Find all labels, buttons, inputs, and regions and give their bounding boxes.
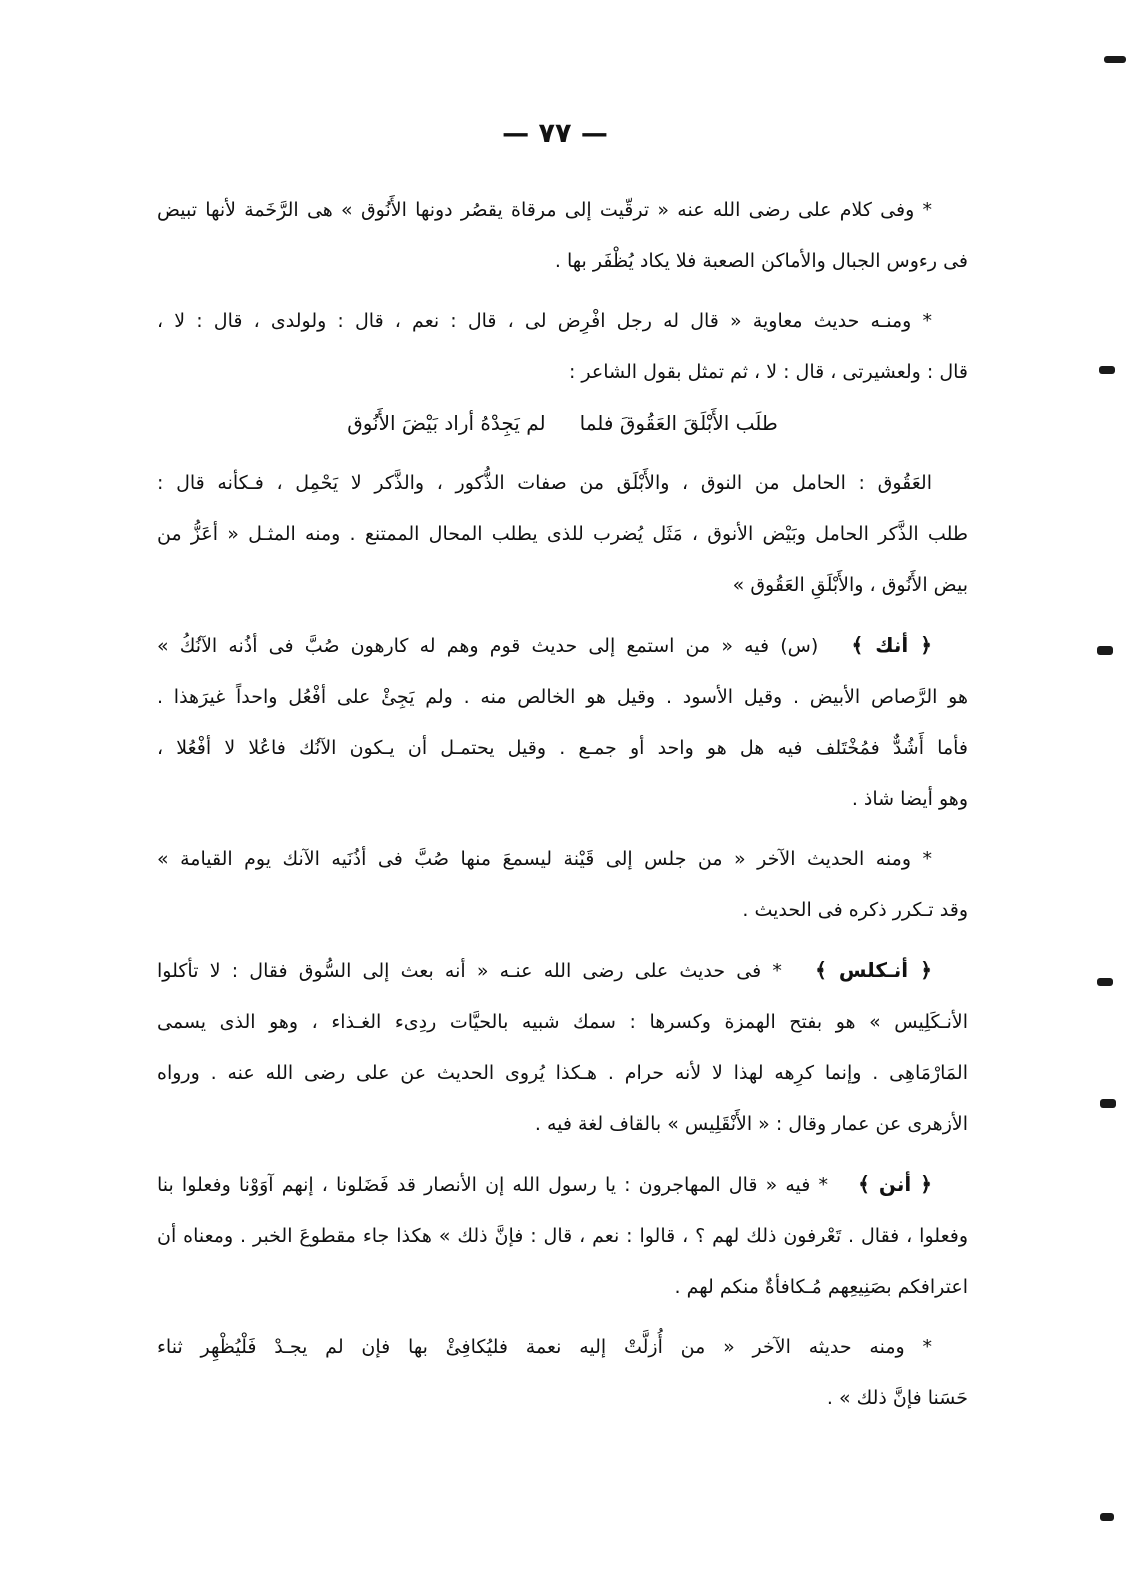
page-body [157, 185, 968, 1424]
text-line: * ومنه حديثه الآخر « من أُزلَّتْ إليه نعمة فليُكافِئْ بها فإن لم يجـدْ فَلْيُظْهِر ثناء [157, 1336, 932, 1358]
text-line: * ومنـه حديث معاوية « قال له رجل افْرِض لى ، قال : نعم ، قال : ولولدى ، قال : لا ، [157, 310, 932, 332]
text-line-content: (س) فيه « من استمع إلى حديث قوم وهم له كارهون صُبَّ فى أذُنه الآنُكُ » [157, 635, 819, 657]
text-line: طلب الذَّكر الحامل وبَيْض الأنوق ، مَثَل يُضرب للذى يطلب المحال الممتنع . ومنه المثـل « أعَزُّ من [157, 523, 968, 545]
scan-edge-mark [1099, 366, 1115, 374]
scan-edge-mark [1097, 978, 1113, 986]
text-line-content: * فى حديث على رضى الله عنـه « أنه بعث إلى السُّوق فقال : لا تأكلوا [157, 960, 782, 982]
text-line: هو الرَّصاص الأبيض . وقيل الأسود . وقيل هو الخالص منه . ولم يَجِئْ على أفْعُل واحداً غيرَهذا . [157, 686, 968, 708]
text-line: اعترافكم بصَنِيعِهم مُـكافأةٌ منكم لهم . [674, 1276, 968, 1298]
text-line [157, 1159, 968, 1211]
paragraph [157, 296, 968, 398]
paragraph [157, 458, 968, 611]
text-line: فأما أَشُدٌّ فمُخْتَلف فيه هل هو واحد أو جمـع . وقيل يحتمـل أن يـكون الآنُك فاعُلا لا أفْعُلا ، [157, 737, 968, 759]
text-line: بيض الأَنُوق ، والأَبْلَقِ العَقُوق » [732, 574, 968, 596]
text-line-content: * فيه « قال المهاجرون : يا رسول الله إن الأنصار قد فَضَلونا ، إنهم آوَوْنا وفعلوا بنا [157, 1174, 828, 1196]
text-line: وهو أيضا شاذ . [851, 788, 968, 810]
paragraph [157, 834, 968, 936]
verse-second-hemistich: لم يَجِدْهُ أراد بَيْضَ الأَنُوق [347, 411, 546, 435]
text-line: وقد تـكرر ذكره فى الحديث . [742, 899, 968, 921]
paragraph [157, 1322, 968, 1424]
scan-edge-mark [1097, 646, 1113, 655]
text-line: * ومنه الحديث الآخر « من جلس إلى قَيْنة ليسمعَ منها صُبَّ فى أذُنَيه الآنك يوم القيامة » [157, 848, 932, 870]
poetry-verse [157, 398, 968, 449]
text-line: فى رءوس الجبال والأماكن الصعبة فلا يكاد يُظْفَر بها . [554, 250, 968, 272]
entry-headword: ﴿ أنـكلس ﴾ [815, 958, 932, 982]
text-line [157, 945, 968, 997]
text-line: العَقُوق : الحامل من النوق ، والأَبْلَق من صفات الذُّكور ، والذَّكر لا يَحْمِل ، فـكأنه قال : [157, 472, 932, 494]
entry-headword: ﴿ أنك ﴾ [851, 633, 932, 657]
dictionary-entry [157, 1159, 968, 1313]
page-number: — ٧٧ — [502, 118, 608, 149]
scan-edge-mark [1100, 1099, 1116, 1108]
dictionary-entry [157, 620, 968, 825]
entry-headword: ﴿ أنن ﴾ [858, 1172, 932, 1196]
verse-line [157, 398, 968, 449]
text-line: حَسَنا فإنَّ ذلك » . [826, 1387, 968, 1409]
text-line [157, 620, 968, 672]
scan-edge-mark [1104, 56, 1126, 63]
dictionary-entry [157, 945, 968, 1150]
text-line: الأنـكَلِيس » هو بفتح الهمزة وكسرها : سمك شبيه بالحيَّات ردِىء الغـذاء ، وهو الذى يسمى [157, 1011, 968, 1033]
text-line: المَارْمَاهِى . وإنما كرِهه لهذا لا لأنه حرام . هـكذا يُروى الحديث عن على رضى الله عنه . ورواه [157, 1062, 968, 1084]
paragraph [157, 185, 968, 287]
text-line: قال : ولعشيرتى ، قال : لا ، ثم تمثل بقول الشاعر : [568, 361, 968, 383]
text-line: وفعلوا ، فقال . تَعْرفون ذلك لهم ؟ ، قالوا : نعم ، قال : فإنَّ ذلك » هكذا جاء مقطوعَ الخبر . ومعناه أن [157, 1225, 968, 1247]
text-line: * وفى كلام على رضى الله عنه « ترقّيت إلى مرقاة يقصُر دونها الأَنُوق » هى الرَّخَمة لأنها تبيض [157, 199, 932, 221]
text-line: الأزهرى عن عمار وقال : « الأَنْقَلِيس » بالقاف لغة فيه . [534, 1113, 968, 1135]
scan-edge-mark [1100, 1513, 1114, 1521]
verse-first-hemistich: طلَب الأَبْلَقَ العَقُوقَ فلما [579, 411, 778, 435]
